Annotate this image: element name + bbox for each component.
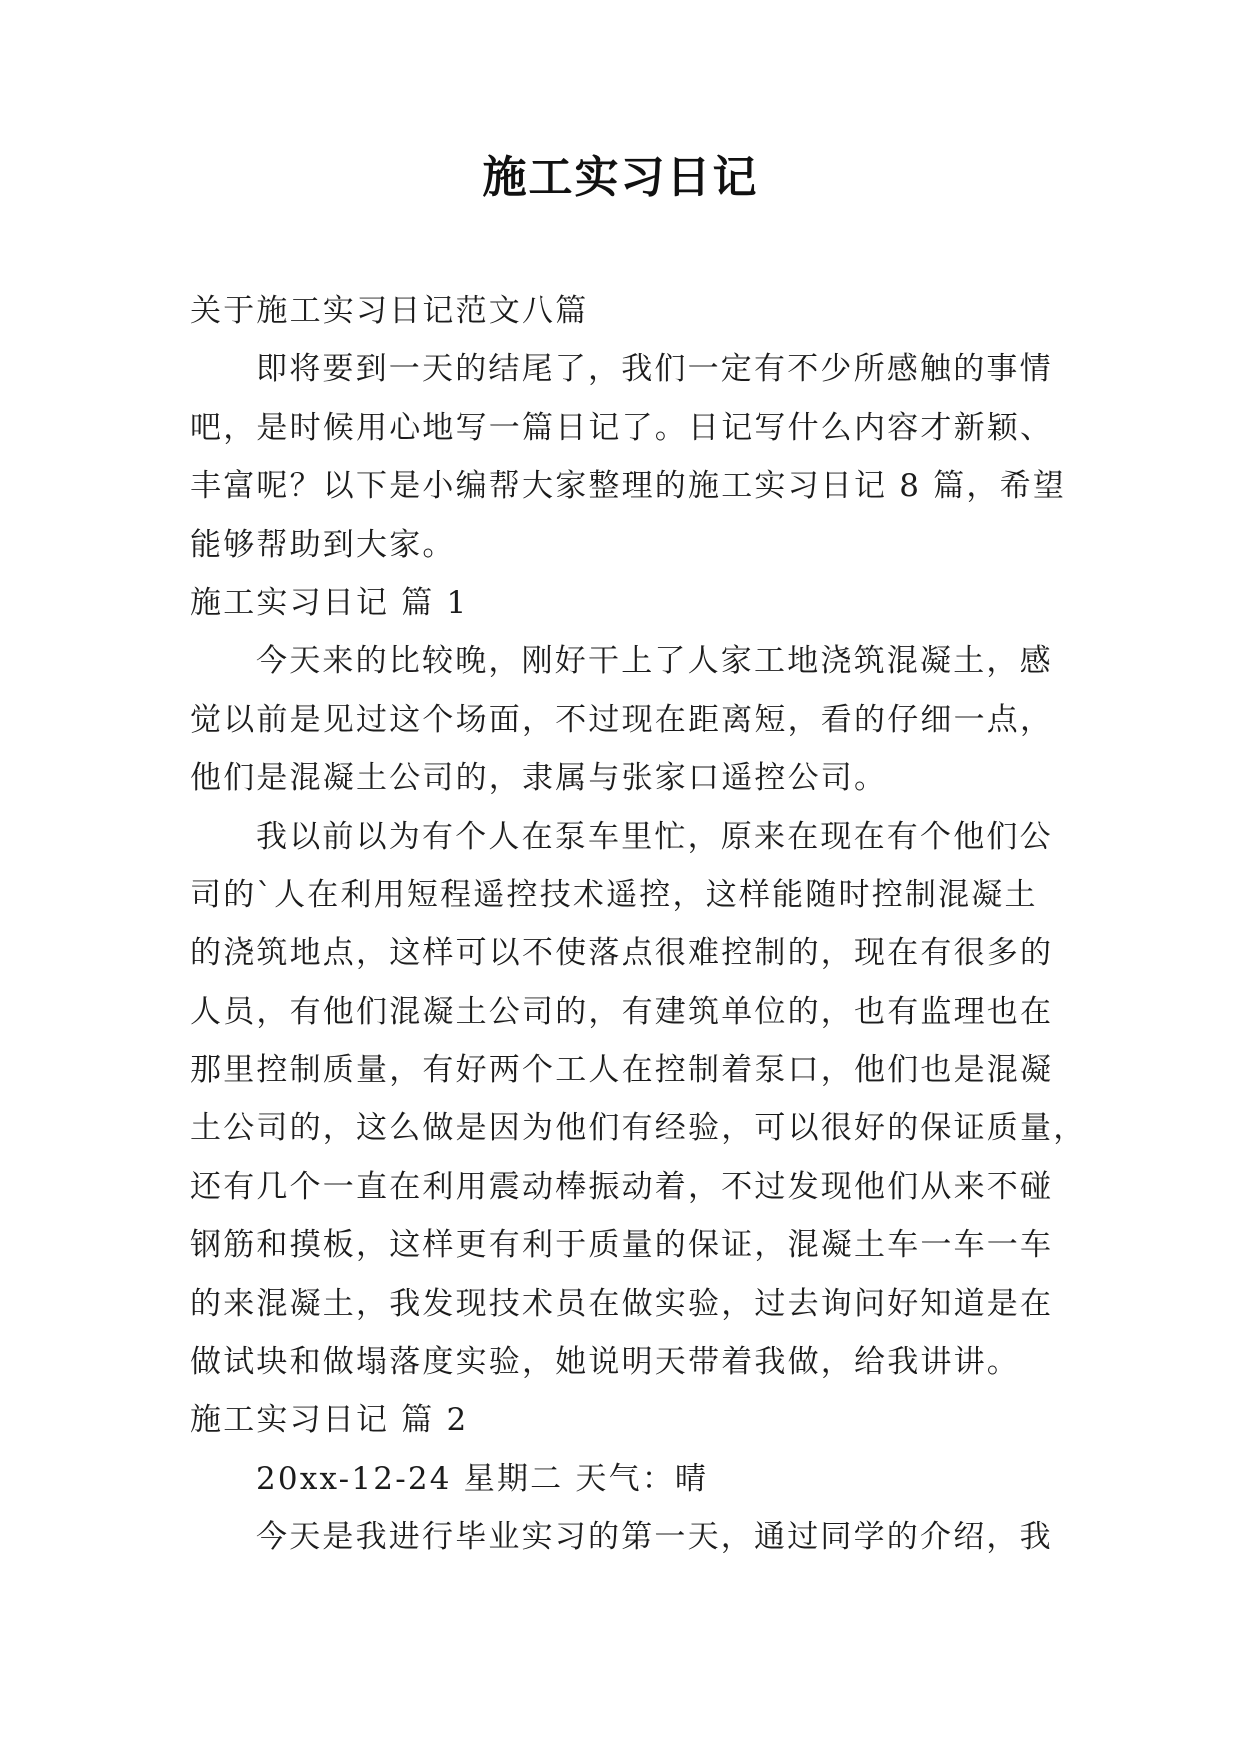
- text-line: 还有几个一直在利用震动棒振动着，不过发现他们从来不碰: [190, 1168, 1054, 1205]
- text-line: 20xx-12-24 星期二 天气：晴: [256, 1460, 709, 1497]
- text-line: 钢筋和摸板，这样更有利于质量的保证，混凝土车一车一车: [190, 1227, 1054, 1264]
- text-line: 施工实习日记 篇 2: [190, 1402, 469, 1439]
- document-title: 施工实习日记: [482, 152, 759, 203]
- text-line: 那里控制质量，有好两个工人在控制着泵口，他们也是混凝: [190, 1052, 1054, 1089]
- text-line: 觉以前是见过这个场面，不过现在距离短，看的仔细一点，: [190, 701, 1054, 738]
- text-line: 做试块和做塌落度实验，她说明天带着我做，给我讲讲。: [190, 1344, 1020, 1381]
- text-line: 丰富呢？以下是小编帮大家整理的施工实习日记 8 篇，希望: [190, 468, 1067, 505]
- text-line: 他们是混凝土公司的，隶属与张家口遥控公司。: [190, 760, 888, 797]
- text-line: 施工实习日记 篇 1: [190, 584, 469, 621]
- text-line: 关于施工实习日记范文八篇: [190, 293, 589, 329]
- text-line: 我以前以为有个人在泵车里忙，原来在现在有个他们公: [256, 818, 1053, 855]
- text-line: 今天是我进行毕业实习的第一天，通过同学的介绍，我: [256, 1519, 1053, 1556]
- text-line: 的浇筑地点，这样可以不使落点很难控制的，现在有很多的: [190, 935, 1054, 972]
- text-line: 的来混凝土，我发现技术员在做实验，过去询问好知道是在: [190, 1285, 1054, 1322]
- text-line: 司的`人在利用短程遥控技术遥控，这样能随时控制混凝土: [190, 876, 1038, 913]
- text-line: 即将要到一天的结尾了，我们一定有不少所感触的事情: [256, 351, 1053, 388]
- text-line: 吧，是时候用心地写一篇日记了。日记写什么内容才新颖、: [190, 409, 1054, 446]
- document-body: [190, 282, 1087, 1567]
- text-line: 能够帮助到大家。: [190, 526, 456, 563]
- text-line: 今天来的比较晚，刚好干上了人家工地浇筑混凝土，感: [256, 643, 1053, 680]
- text-line: 人员，有他们混凝土公司的，有建筑单位的，也有监理也在: [190, 993, 1054, 1030]
- text-line: 土公司的，这么做是因为他们有经验，可以很好的保证质量，: [190, 1110, 1087, 1147]
